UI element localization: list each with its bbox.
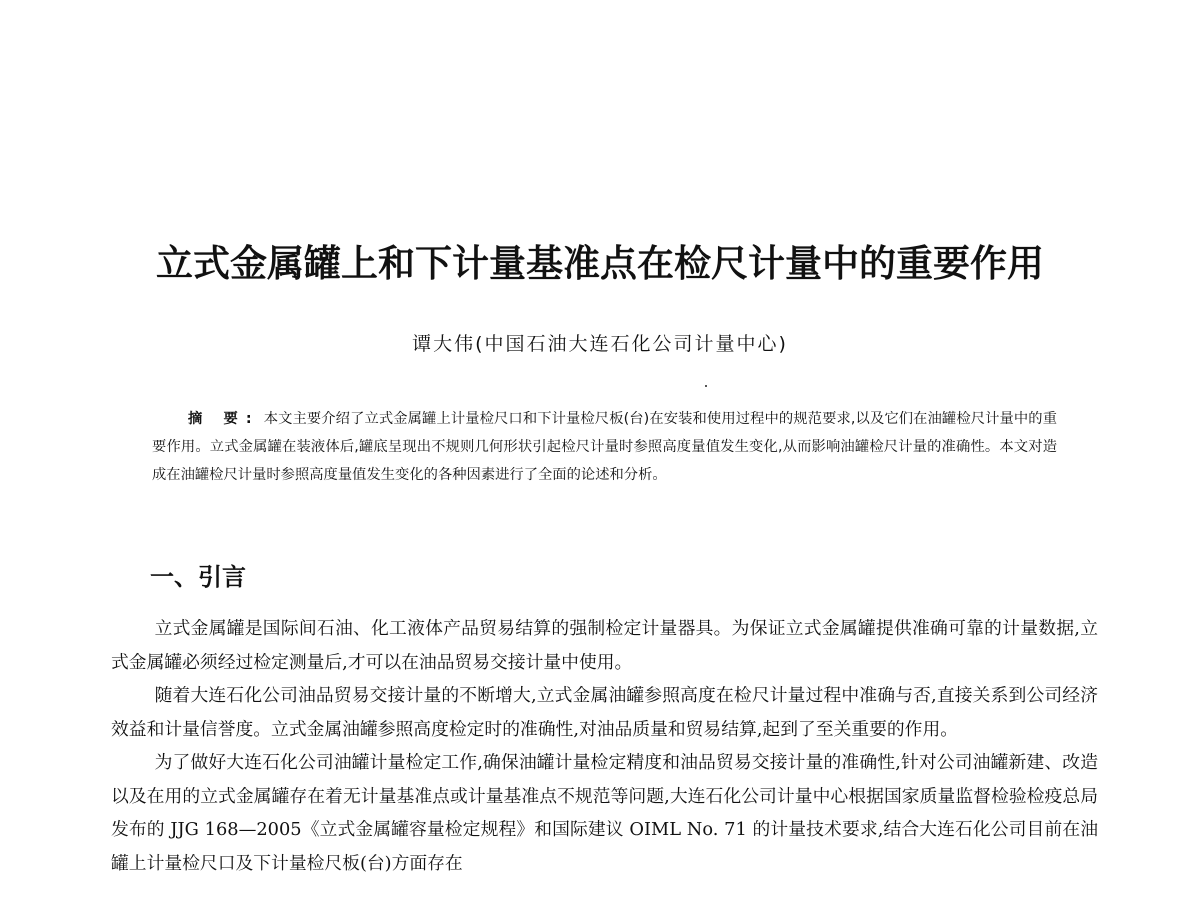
paper-title: 立式金属罐上和下计量基准点在检尺计量中的重要作用 (156, 241, 1044, 285)
scan-speck (705, 385, 707, 387)
abstract-block (152, 405, 1057, 489)
section-heading: 一、引言 (150, 563, 246, 591)
paragraph-3: 为了做好大连石化公司油罐计量检定工作,确保油罐计量检定精度和油品贸易交接计量的准确性,针对公司油罐新建、改造以及在用的立式金属罐存在着无计量基准点或计量基准点不规范等问题,大连石化公司计量中心根据国家质量监督检验检疫总局发布的 JJG 168—2005《立式金属罐容量检定规程》和国际建议 OIML No. 71 的计量技术要求,结合大连石化公司目前在油罐上计量检尺口及下计量检尺板(台)方面存在 (111, 752, 1098, 874)
paragraph-2: 随着大连石化公司油品贸易交接计量的不断增大,立式金属油罐参照高度在检尺计量过程中准确与否,直接关系到公司经济效益和计量信誉度。立式金属油罐参照高度检定时的准确性,对油品质量和贸易结算,起到了至关重要的作用。 (111, 685, 1098, 740)
abstract-text: 本文主要介绍了立式金属罐上计量检尺口和下计量检尺板(台)在安装和使用过程中的规范要求,以及它们在油罐检尺计量中的重要作用。立式金属罐在装液体后,罐底呈现出不规则几何形状引起检尺计量时参照高度量值发生变化,从而影响油罐检尺计量的准确性。本文对造成在油罐检尺计量时参照高度量值发生变化的各种因素进行了全面的论述和分析。 (152, 411, 1057, 483)
paragraph-1: 立式金属罐是国际间石油、化工液体产品贸易结算的强制检定计量器具。为保证立式金属罐提供准确可靠的计量数据,立式金属罐必须经过检定测量后,才可以在油品贸易交接计量中使用。 (111, 618, 1098, 673)
author-affiliation: 谭大伟(中国石油大连石化公司计量中心) (412, 333, 788, 355)
body-text (111, 612, 1098, 880)
abstract-label: 摘 要: (188, 411, 260, 427)
